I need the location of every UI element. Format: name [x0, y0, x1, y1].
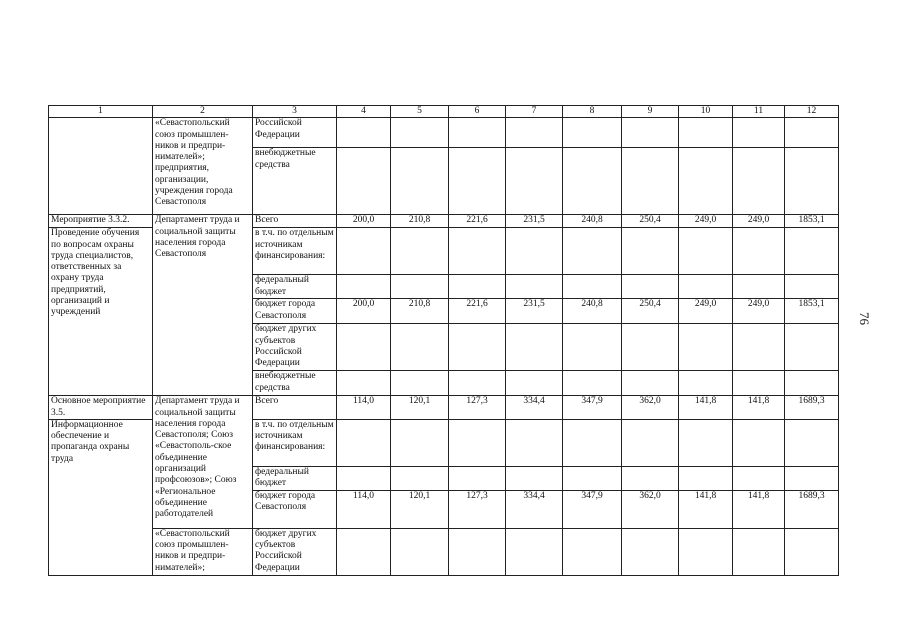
value-cell: 334,4	[506, 490, 563, 528]
value-cell	[563, 148, 622, 215]
value-cell	[733, 148, 785, 215]
value-cell	[733, 228, 785, 275]
value-cell	[622, 466, 679, 490]
value-cell	[785, 419, 839, 466]
value-cell	[506, 528, 563, 575]
value-cell	[449, 148, 506, 215]
activity-cell	[49, 118, 153, 215]
funding-source-cell: Всего	[253, 396, 337, 420]
column-header: 3	[253, 106, 337, 118]
value-cell: 127,3	[449, 490, 506, 528]
value-cell	[449, 419, 506, 466]
value-cell	[622, 371, 679, 396]
value-cell	[563, 419, 622, 466]
value-cell	[506, 466, 563, 490]
value-cell	[785, 118, 839, 148]
executor-cell: «Севастопольский союз промышлен-ников и предпри-нимателей»;	[153, 528, 253, 575]
value-cell	[733, 118, 785, 148]
value-cell: 120,1	[391, 396, 449, 420]
value-cell	[449, 466, 506, 490]
executor-cell: Департамент труда и социальной защиты населения города Севастополя	[153, 215, 253, 396]
value-cell	[733, 528, 785, 575]
value-cell: 250,4	[622, 215, 679, 228]
value-cell: 231,5	[506, 299, 563, 324]
value-cell	[785, 148, 839, 215]
value-cell	[622, 228, 679, 275]
value-cell	[337, 275, 391, 299]
value-cell	[391, 371, 449, 396]
value-cell	[679, 148, 733, 215]
value-cell	[622, 148, 679, 215]
value-cell	[449, 275, 506, 299]
value-cell	[506, 371, 563, 396]
activity-title-cell: Основное мероприятие 3.5.	[49, 396, 153, 420]
value-cell	[506, 228, 563, 275]
funding-source-cell: федеральный бюджет	[253, 466, 337, 490]
funding-source-cell: Российской Федерации	[253, 118, 337, 148]
value-cell	[337, 466, 391, 490]
value-cell: 1689,3	[785, 396, 839, 420]
value-cell	[563, 228, 622, 275]
value-cell	[679, 228, 733, 275]
value-cell	[622, 324, 679, 371]
value-cell	[785, 528, 839, 575]
funding-source-cell: внебюджетные средства	[253, 148, 337, 215]
page-number: 76	[857, 312, 872, 325]
activity-title-cell: Мероприятие 3.3.2.	[49, 215, 153, 228]
table-row	[49, 528, 839, 575]
funding-source-cell: внебюджетные средства	[253, 371, 337, 396]
value-cell: 362,0	[622, 396, 679, 420]
column-header: 5	[391, 106, 449, 118]
value-cell: 347,9	[563, 396, 622, 420]
value-cell: 347,9	[563, 490, 622, 528]
value-cell: 231,5	[506, 215, 563, 228]
value-cell	[506, 275, 563, 299]
value-cell	[449, 228, 506, 275]
value-cell	[679, 118, 733, 148]
value-cell	[337, 118, 391, 148]
value-cell: 249,0	[733, 299, 785, 324]
value-cell	[337, 148, 391, 215]
column-header: 2	[153, 106, 253, 118]
column-header: 7	[506, 106, 563, 118]
value-cell	[391, 419, 449, 466]
value-cell: 200,0	[337, 299, 391, 324]
value-cell: 221,6	[449, 299, 506, 324]
column-header: 12	[785, 106, 839, 118]
value-cell	[449, 324, 506, 371]
value-cell	[563, 324, 622, 371]
table-row	[49, 118, 839, 148]
value-cell	[563, 466, 622, 490]
budget-table	[48, 105, 839, 576]
value-cell: 221,6	[449, 215, 506, 228]
column-header: 10	[679, 106, 733, 118]
executor-cell: Департамент труда и социальной защиты населения города Севастополя; Союз «Севастополь-ское объединение организаций профсоюзов»; Союз «Региональное объединение работодателей	[153, 396, 253, 529]
value-cell	[563, 275, 622, 299]
funding-source-cell: федеральный бюджет	[253, 275, 337, 299]
value-cell	[679, 371, 733, 396]
value-cell	[391, 118, 449, 148]
value-cell	[679, 324, 733, 371]
value-cell	[506, 148, 563, 215]
value-cell: 249,0	[679, 215, 733, 228]
value-cell	[337, 528, 391, 575]
value-cell	[622, 118, 679, 148]
value-cell	[679, 275, 733, 299]
value-cell: 240,8	[563, 299, 622, 324]
value-cell	[391, 466, 449, 490]
value-cell	[391, 148, 449, 215]
value-cell	[733, 324, 785, 371]
value-cell	[391, 324, 449, 371]
value-cell: 249,0	[733, 215, 785, 228]
column-header: 8	[563, 106, 622, 118]
funding-source-cell: Всего	[253, 215, 337, 228]
funding-source-cell: бюджет других субъектов Российской Федерации	[253, 324, 337, 371]
column-number-row	[49, 106, 839, 118]
value-cell	[337, 324, 391, 371]
activity-description-cell: Информационное обеспечение и пропаганда охраны труда	[49, 419, 153, 575]
value-cell	[785, 228, 839, 275]
value-cell: 114,0	[337, 490, 391, 528]
value-cell	[733, 371, 785, 396]
value-cell	[679, 528, 733, 575]
funding-source-cell: бюджет других субъектов Российской Федерации	[253, 528, 337, 575]
value-cell: 141,8	[679, 490, 733, 528]
value-cell	[391, 228, 449, 275]
value-cell: 210,8	[391, 299, 449, 324]
value-cell	[449, 118, 506, 148]
value-cell	[622, 275, 679, 299]
table-row	[49, 396, 839, 420]
value-cell	[733, 419, 785, 466]
value-cell	[449, 528, 506, 575]
value-cell: 200,0	[337, 215, 391, 228]
value-cell: 114,0	[337, 396, 391, 420]
value-cell: 210,8	[391, 215, 449, 228]
value-cell	[391, 275, 449, 299]
value-cell	[563, 371, 622, 396]
value-cell: 1853,1	[785, 215, 839, 228]
column-header: 9	[622, 106, 679, 118]
value-cell	[622, 419, 679, 466]
column-header: 6	[449, 106, 506, 118]
value-cell	[785, 275, 839, 299]
funding-source-cell: бюджет города Севастополя	[253, 299, 337, 324]
value-cell: 141,8	[733, 396, 785, 420]
value-cell	[622, 528, 679, 575]
value-cell	[506, 419, 563, 466]
value-cell	[506, 118, 563, 148]
value-cell: 120,1	[391, 490, 449, 528]
value-cell: 127,3	[449, 396, 506, 420]
column-header: 4	[337, 106, 391, 118]
value-cell	[785, 466, 839, 490]
table-row	[49, 215, 839, 228]
value-cell: 1689,3	[785, 490, 839, 528]
executor-cell: «Севастопольский союз промышлен-ников и предпри-нимателей»; предприятия, организации, учреждения города Севастополя	[153, 118, 253, 215]
funding-source-cell: в т.ч. по отдельным источникам финансирования:	[253, 419, 337, 466]
value-cell	[785, 324, 839, 371]
value-cell	[733, 466, 785, 490]
value-cell	[563, 118, 622, 148]
value-cell: 249,0	[679, 299, 733, 324]
value-cell: 362,0	[622, 490, 679, 528]
column-header: 11	[733, 106, 785, 118]
activity-description-cell: Проведение обучения по вопросам охраны труда специалистов, ответственных за охрану труда предприятий, организаций и учреждений	[49, 228, 153, 396]
value-cell: 141,8	[733, 490, 785, 528]
value-cell	[506, 324, 563, 371]
value-cell	[785, 371, 839, 396]
value-cell	[337, 419, 391, 466]
value-cell: 141,8	[679, 396, 733, 420]
value-cell	[563, 528, 622, 575]
funding-source-cell: в т.ч. по отдельным источникам финансирования:	[253, 228, 337, 275]
column-header: 1	[49, 106, 153, 118]
value-cell	[679, 419, 733, 466]
value-cell	[337, 371, 391, 396]
value-cell	[449, 371, 506, 396]
value-cell: 1853,1	[785, 299, 839, 324]
value-cell	[679, 466, 733, 490]
value-cell: 250,4	[622, 299, 679, 324]
value-cell: 240,8	[563, 215, 622, 228]
funding-source-cell: бюджет города Севастополя	[253, 490, 337, 528]
value-cell	[391, 528, 449, 575]
value-cell	[337, 228, 391, 275]
value-cell: 334,4	[506, 396, 563, 420]
value-cell	[733, 275, 785, 299]
